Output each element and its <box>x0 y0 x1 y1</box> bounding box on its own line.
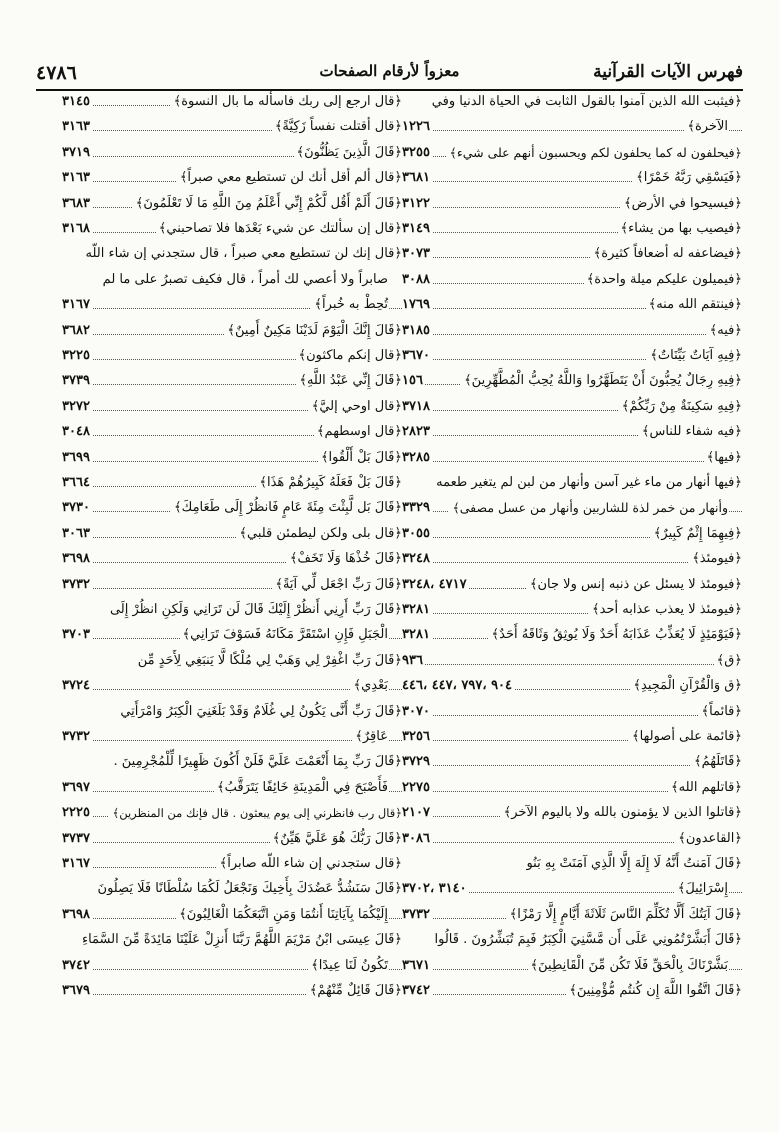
entry-line <box>402 272 742 288</box>
page-number: ٤٧٨٦ <box>36 62 77 84</box>
page-reference: ٣٢٥٥ <box>402 144 430 160</box>
page-reference: ٣١٨٥ <box>402 322 430 338</box>
verse-text: ﴿قال اوسطهم﴾ <box>314 424 402 440</box>
page-reference: ١٢٢٦ <box>402 119 430 135</box>
page-reference: ٣١٦٨ <box>62 221 90 236</box>
verse-text: ﴿قَالَ رَبُّكَ هُوَ عَلَيَّ هَيِّنٌ﴾ <box>270 831 402 847</box>
entry-line <box>402 119 742 135</box>
index-entry <box>62 856 402 881</box>
page-reference: ٣٠٨٦ <box>402 830 430 846</box>
verse-text: ﴿فيومئذ لا يعذب عذابه أحد﴾ <box>589 602 742 618</box>
page-reference: ٣٧٤٢ <box>402 983 430 998</box>
page-reference: ٣٧٣٢ <box>402 906 430 922</box>
verse-text: ﴿القاعدون﴾ <box>675 831 742 847</box>
index-entry <box>62 983 402 1008</box>
entry-line <box>402 907 742 923</box>
page-reference: ٣١٦٧ <box>62 297 90 313</box>
page-reference: ٣٠٧٣ <box>402 246 430 262</box>
verse-text: فَأَصْبَحَ فِي الْمَدِينَةِ خَائِفًا يَتَرَقَّبُ﴾ <box>214 780 388 796</box>
page-reference: ٣٠٨٨ <box>402 271 430 287</box>
entry-line <box>402 221 742 237</box>
index-entry <box>402 704 742 729</box>
verse-text: ﴿قَالَ بَل لَّبِثْتَ مِئَةَ عَامٍ فَانظُرْ إِلَى طَعَامِكَ﴾ <box>171 500 402 516</box>
verse-text: ﴿فيومئذ﴾ <box>689 551 742 567</box>
page-reference: ٣١٦٣ <box>62 170 90 186</box>
verse-text: ﴿قائمة على أصولها﴾ <box>629 729 742 745</box>
verse-text: ﴿فيحلفون له كما يحلفون لكم ويحسبون أنهم على شيء﴾ <box>447 145 743 161</box>
verse-text: ﴿قال بلى ولكن ليطمئن قلبي﴾ <box>236 526 402 542</box>
page-reference: ٣٠٥٥ <box>402 525 430 541</box>
index-entry <box>62 577 402 602</box>
page-reference: ٣١٦٣ <box>62 119 90 135</box>
page-reference: ٣٦٩٨ <box>62 906 90 922</box>
entry-line <box>402 297 742 313</box>
index-entry <box>402 627 742 652</box>
verse-text: ﴿قَالَ عِيسَى ابْنُ مَرْيَمَ اللَّهُمَّ رَبَّنَا أَنزِلْ عَلَيْنَا مَائِدَةً مِّنَ السَّمَاءِ <box>79 932 402 948</box>
entry-line <box>402 500 742 516</box>
index-entry <box>62 373 402 398</box>
verse-text: تَكُونُ لَنَا عِيدًا﴾ <box>308 958 388 974</box>
header-rule <box>36 89 743 91</box>
dot-leader <box>402 461 742 462</box>
entry-line <box>62 932 402 948</box>
page-reference: ٣٧٣٧ <box>62 830 90 846</box>
entry-line <box>402 958 742 974</box>
index-entry <box>62 704 402 755</box>
page-reference: ٣٦٩٨ <box>62 551 90 567</box>
index-entry <box>402 246 742 271</box>
entry-line <box>402 424 742 440</box>
entry-line <box>402 856 742 872</box>
page-reference: ١٧٦٩ <box>402 297 430 313</box>
entry-line <box>402 653 742 669</box>
verse-text: الآخرة﴾ <box>684 119 728 135</box>
verse-text: ﴿فَيَسْقِي رَبَّهُ خَمْرًا﴾ <box>633 170 742 186</box>
verse-text: ﴿فيه﴾ <box>707 323 742 339</box>
verse-text: ﴿فيصيب بها من يشاء﴾ <box>618 221 742 237</box>
dot-leader <box>62 740 402 741</box>
index-entry <box>402 94 742 145</box>
verse-text: ﴿ق﴾ <box>714 653 742 669</box>
verse-text: ﴿فينتقم الله منه﴾ <box>646 297 742 313</box>
page-reference: ٤٧١٧ ،٣٢٤٨ <box>402 576 467 592</box>
index-entry <box>402 678 742 703</box>
page-reference: ٣٦٨٣ <box>62 195 90 211</box>
entry-line <box>402 577 742 593</box>
entry-line <box>62 94 402 110</box>
verse-text: الْجَبَلِ فَإِنِ اسْتَقَرَّ مَكَانَهُ فَسَوْفَ تَرَانِي﴾ <box>180 627 388 643</box>
index-entry <box>62 170 402 195</box>
verse-text: ﴿قَالَ خُذْهَا وَلَا تَخَفْ﴾ <box>287 551 402 567</box>
verse-text: تُحِطْ به خُبراً﴾ <box>311 297 388 313</box>
index-entry <box>402 348 742 373</box>
page-reference: ٣٢٧٢ <box>62 398 90 414</box>
page-reference: ٢٢٧٥ <box>402 779 430 795</box>
entry-line <box>402 754 742 770</box>
entry-line <box>62 246 402 262</box>
verse-text: صابراً ولا أعصي لك أمراً ، قال فكيف تصبرُ على ما لم <box>100 272 388 288</box>
index-entry <box>402 170 742 195</box>
index-entry <box>62 119 402 144</box>
page-reference: ٣٦٨١ <box>402 170 430 186</box>
index-entry <box>402 424 742 449</box>
entry-line <box>402 196 742 212</box>
verse-text: ﴿فِيهِ سَكِينَةٌ مِنْ رَبِّكُمْ﴾ <box>619 399 742 415</box>
index-entry <box>62 450 402 475</box>
index-entry <box>62 881 402 932</box>
entry-line <box>62 856 402 872</box>
page-reference: ٣١٤٠ ،٣٧٠٢ <box>402 881 467 897</box>
index-entry <box>402 323 742 348</box>
verse-text: ﴿قَالَ بَلْ أَلْقُوا﴾ <box>318 450 402 466</box>
index-entry <box>402 907 742 932</box>
page-reference: ٢٨٢٣ <box>402 424 430 440</box>
entry-line <box>402 246 742 262</box>
entry-line <box>402 704 742 720</box>
page-reference: ٢١٠٧ <box>402 805 430 821</box>
verse-text: ﴿قَالَ قَائِلٌ مِّنْهُمْ﴾ <box>307 983 402 999</box>
entry-line <box>62 805 402 821</box>
entry-line <box>62 475 402 491</box>
index-entry <box>62 475 402 500</box>
verse-text: ﴿قال ستجدني إن شاء اللّه صابراً﴾ <box>217 856 402 872</box>
verse-text: ﴿قَالَ رَبِّ بِمَا أَنْعَمْتَ عَلَيَّ فَلَنْ أَكُونَ ظَهِيرًا لِّلْمُجْرِمِينَ . <box>110 754 402 770</box>
entry-line <box>402 805 742 821</box>
index-entry <box>62 424 402 449</box>
entry-line <box>62 983 402 999</box>
entry-line <box>402 170 742 186</box>
verse-text: ﴿قَالَ اتَّقُوا اللَّهَ إِن كُنتُم مُّؤْمِنِينَ﴾ <box>566 983 742 999</box>
entry-line <box>62 907 402 923</box>
verse-text: ﴿قال إن سألتك عن شيء بَعْدَها فلا تصاحبني﴾ <box>156 221 402 237</box>
page-reference: ٣٦٨٢ <box>62 322 90 338</box>
entry-line <box>62 424 402 440</box>
index-title: فهرس الآيات القرآنية <box>593 62 743 82</box>
index-entry <box>402 602 742 627</box>
page-reference: ٣٧٢٤ <box>62 678 90 694</box>
entry-line <box>402 678 742 694</box>
index-entry <box>62 551 402 576</box>
page-reference: ٣٢٤٨ <box>402 551 430 567</box>
verse-text: ﴿فيضاعفه له أضعافاً كثيرة﴾ <box>591 246 742 262</box>
entry-line <box>62 729 402 745</box>
verse-text: ﴿قَالَ رَبِّ اغْفِرْ لِي وَهَبْ لِي مُلْكًا لَّا يَنبَغِي لِأَحَدٍ مِّن <box>135 653 402 669</box>
index-entry <box>402 831 742 856</box>
index-entry <box>402 297 742 322</box>
verse-text: ﴿فِيهِ رِجَالٌ يُحِبُّونَ أَنْ يَتَطَهَّرُوا وَاللَّهُ يُحِبُّ الْمُطَّهِّرِينَ﴾ <box>461 373 742 389</box>
index-entry <box>402 754 742 779</box>
index-entry <box>62 805 402 830</box>
entry-line <box>62 170 402 186</box>
verse-text: ﴿فيسيحوا في الأرض﴾ <box>621 196 742 212</box>
verse-text: إِلَيْكُمَا بِآيَاتِنَا أَنتُمَا وَمَنِ اتَّبَعَكُمَا الْغَالِبُونَ﴾ <box>176 907 388 923</box>
page-reference: ٣٧١٩ <box>62 144 90 160</box>
verse-text: ﴿قَالَ رَبِّ أَنَّى يَكُونُ لِي غُلَامٌ وَقَدْ بَلَغَنِيَ الْكِبَرُ وَامْرَأَتِي <box>117 704 402 720</box>
entry-line <box>62 500 402 516</box>
entry-line <box>402 551 742 567</box>
entry-line <box>62 323 402 339</box>
verse-text: ﴿قَالَ أَلَمْ أَقُل لَّكُمْ إِنِّي أَعْلَمُ مِنَ اللَّهِ مَا لَا تَعْلَمُونَ﴾ <box>133 196 402 212</box>
entry-line <box>62 399 402 415</box>
verse-text: ﴿فيها﴾ <box>704 450 742 466</box>
entry-line <box>62 577 402 593</box>
entry-line <box>402 881 742 897</box>
entry-line <box>402 602 742 618</box>
index-entry <box>62 932 402 983</box>
verse-text: ﴿قَالَ بَلْ فَعَلَهُ كَبِيرُهُمْ هَذَا﴾ <box>256 475 402 491</box>
entry-line <box>62 373 402 389</box>
page-reference: ٣٦٧٠ <box>402 348 430 363</box>
entry-line <box>402 94 742 110</box>
entry-line <box>62 297 402 313</box>
verse-text: ﴿فِيهِمَا إِثْمٌ كَبِيرٌ﴾ <box>651 526 742 542</box>
verse-text: ﴿قَاتَلَهُمُ﴾ <box>691 754 742 770</box>
page-reference: ٣٦٩٩ <box>62 449 90 465</box>
page-reference: ٣٢٥٦ <box>402 729 430 744</box>
verse-text: ﴿قَالَ رَبِّ أَرِنِي أَنظُرْ إِلَيْكَ قَالَ لَن تَرَانِي وَلَكِنِ انظُرْ إِلَى <box>107 602 402 618</box>
index-entry <box>62 399 402 424</box>
verse-text: ﴿فيومئذ لا يسئل عن ذنبه إنس ولا جان﴾ <box>527 577 742 593</box>
verse-text: بَشَّرْنَاكَ بِالْحَقِّ فَلَا تَكُن مِّنَ الْقَانِطِينَ﴾ <box>528 958 728 974</box>
verse-text: ﴿قال أقتلت نفساً زَكِيَّةً﴾ <box>272 119 402 135</box>
entry-line <box>62 119 402 135</box>
index-entry <box>62 831 402 856</box>
entry-line <box>62 958 402 974</box>
verse-text: ﴿قَالَ الَّذِينَ يَظُنُّونَ﴾ <box>294 145 403 161</box>
entry-line <box>402 373 742 389</box>
dot-leader <box>402 664 742 665</box>
verse-text: ﴿قَالَ سَنَشُدُّ عَضُدَكَ بِأَخِيكَ وَنَجْعَلُ لَكُمَا سُلْطَانًا فَلَا يَصِلُونَ <box>95 881 402 897</box>
verse-text: ﴿قال رب فانظرني إلى يوم يبعثون . قال فإنك من المنظرين﴾ <box>109 805 402 821</box>
index-entry <box>62 526 402 551</box>
verse-text: ﴿فيميلون عليكم ميلة واحدة﴾ <box>584 272 742 288</box>
page-reference: ٣٠٤٨ <box>62 424 90 440</box>
entry-line <box>62 272 402 288</box>
page-reference: ٣١٦٧ <box>62 856 90 871</box>
entry-line <box>62 602 402 618</box>
entry-line <box>62 780 402 796</box>
index-entry <box>402 551 742 576</box>
verse-text: ﴿قائماً﴾ <box>698 704 742 720</box>
index-entry <box>402 373 742 398</box>
entry-line <box>402 780 742 796</box>
verse-text: ﴿قَالَ إِنِّي عَبْدُ اللَّهِ﴾ <box>296 373 402 389</box>
page-reference: ٣١٤٩ <box>402 221 430 236</box>
page-reference: ٩٣٦ <box>402 652 423 668</box>
index-entry <box>402 399 742 424</box>
entry-line <box>62 221 402 237</box>
page-reference: ٣٧٣٢ <box>62 576 90 592</box>
entry-line <box>62 754 402 770</box>
index-entry <box>62 323 402 348</box>
page-reference: ٣٦٦٤ <box>62 475 90 490</box>
entry-line <box>62 881 402 897</box>
entry-line <box>62 653 402 669</box>
index-entry <box>402 856 742 907</box>
page-reference: ٣٧٠٣ <box>62 627 90 643</box>
page-reference: ١٥٦ <box>402 373 423 389</box>
page-reference: ٣٧١٨ <box>402 398 430 414</box>
index-entry <box>62 196 402 221</box>
verse-text: ﴿قاتلوا الذين لا يؤمنون بالله ولا باليوم الآخر﴾ <box>501 805 742 821</box>
entry-line <box>62 678 402 694</box>
index-entry <box>402 932 742 983</box>
verse-text: ﴿قاتلهم الله﴾ <box>668 780 742 796</box>
verse-text: عَاقِرٌ﴾ <box>352 729 388 745</box>
entry-line <box>62 551 402 567</box>
index-entry <box>402 729 742 754</box>
index-entry <box>402 272 742 297</box>
page-reference: ٣٢٨١ <box>402 602 430 617</box>
verse-text: ﴿ق وَالْقُرْآنِ الْمَجِيدِ﴾ <box>630 678 742 694</box>
index-entry <box>62 653 402 704</box>
verse-text: ﴿قَالَ رَبِّ اجْعَل لِّي آيَةً﴾ <box>272 577 402 593</box>
index-subtitle: معزواً لأرقام الصفحات <box>319 62 460 80</box>
index-entry <box>402 653 742 678</box>
verse-text: ﴿قال اوحي إليَّ﴾ <box>309 399 402 415</box>
page-reference: ٣٦٩٧ <box>62 779 90 795</box>
entry-line <box>402 399 742 415</box>
page-reference: ٣٧٤٢ <box>62 957 90 973</box>
page-reference: ٣٦٧١ <box>402 957 430 973</box>
entry-line <box>62 196 402 212</box>
dot-leader <box>402 334 742 335</box>
index-entry <box>402 145 742 170</box>
entry-line <box>62 627 402 643</box>
index-entry <box>402 221 742 246</box>
index-entry <box>402 577 742 602</box>
page-reference: ٣٢٨٥ <box>402 449 430 465</box>
index-entry <box>402 450 742 475</box>
entry-line <box>402 323 742 339</box>
verse-text: إِسْرَائِيلَ﴾ <box>675 881 728 897</box>
page-reference: ٣١٢٢ <box>402 195 430 211</box>
verse-text: ﴿فيثبت الله الذين آمنوا بالقول الثابت في الحياة الدنيا وفي <box>429 94 742 110</box>
verse-text: ﴿فيها أنهار من ماء غير آسن وأنهار من لبن لم يتغير طعمه <box>433 475 742 491</box>
entry-line <box>62 348 402 364</box>
entry-line <box>402 475 742 491</box>
index-entry <box>402 780 742 805</box>
entry-line <box>402 983 742 999</box>
verse-text: ﴿قَالَ إِنَّكَ الْيَوْمَ لَدَيْنَا مَكِينٌ أَمِينٌ﴾ <box>224 323 402 339</box>
dot-leader <box>402 715 742 716</box>
entry-line <box>402 932 742 948</box>
verse-text: ﴿قَالَ آمَنتُ أَنَّهُ لَا إِلَهَ إِلَّا الَّذِي آمَنَتْ بِهِ بَنُو <box>523 856 742 872</box>
index-entry <box>62 221 402 246</box>
entry-line <box>62 450 402 466</box>
verse-text: بَعْدِي﴾ <box>350 678 388 694</box>
entry-line <box>402 526 742 542</box>
entry-line <box>402 348 742 364</box>
index-entry <box>62 246 402 322</box>
page-reference: ٣٢٢٥ <box>62 348 90 363</box>
index-entry <box>402 805 742 830</box>
verse-text: ﴿قال ألم أقل أنك لن تستطيع معي صبراً﴾ <box>177 170 402 186</box>
verse-text: ﴿قال إنك لن تستطيع معي صبراً ، قال ستجدني إن شاء اللّه <box>83 246 402 262</box>
entry-line <box>402 450 742 466</box>
verse-text: ﴿قال ارجع إلى ربك فاسأله ما بال النسوة﴾ <box>171 94 402 110</box>
entry-line <box>62 526 402 542</box>
entry-line <box>402 627 742 643</box>
entry-line <box>402 145 742 161</box>
index-entry <box>62 602 402 653</box>
verse-text: ﴿قَالَ آيَتُكَ أَلَّا تُكَلِّمَ النَّاسَ ثَلَاثَةَ أَيَّامٍ إِلَّا رَمْزًا﴾ <box>507 907 742 923</box>
index-entry <box>402 983 742 1008</box>
index-entry <box>62 145 402 170</box>
index-entry <box>62 754 402 805</box>
page-reference: ٣٠٧٠ <box>402 703 430 719</box>
page-reference: ٣٧٢٩ <box>402 754 430 770</box>
entry-line <box>62 704 402 720</box>
page-reference: ٣٧٣٢ <box>62 728 90 744</box>
verse-text: ﴿فيه شفاء للناس﴾ <box>639 424 742 440</box>
verse-text: ﴿فِيهِ آيَاتٌ بَيِّنَاتٌ﴾ <box>647 348 742 364</box>
index-entry <box>62 348 402 373</box>
index-entry <box>402 526 742 551</box>
entry-line <box>62 831 402 847</box>
index-entry <box>402 196 742 221</box>
entry-line <box>402 831 742 847</box>
index-entry <box>402 475 742 526</box>
entry-line <box>402 729 742 745</box>
index-entry <box>62 94 402 119</box>
page-reference: ٣١٤٥ <box>62 94 90 109</box>
verse-text: ﴿قال إنكم ماكثون﴾ <box>296 348 402 364</box>
entry-line <box>62 145 402 161</box>
verse-text: وأنهار من خمر لذة للشاربين وأنهار من عسل مصفى﴾ <box>449 500 728 516</box>
page-reference: ٩٠٤ ،٧٩٧ ،٤٤٧ ،٤٤٦ <box>402 678 513 694</box>
page-reference: ٣٠٦٣ <box>62 525 90 541</box>
page-reference: ٣٧٣٩ <box>62 373 90 389</box>
page-reference: ٣٧٣٠ <box>62 500 90 516</box>
verse-text: ﴿فَيَوْمَئِذٍ لَا يُعَذِّبُ عَذَابَهُ أَحَدٌ وَلَا يُوثِقُ وَثَاقَهُ أَحَدٌ﴾ <box>489 627 742 643</box>
page-header <box>36 62 743 88</box>
page-reference: ٣٢٨١ <box>402 627 430 643</box>
page-reference: ٣٦٧٩ <box>62 983 90 998</box>
page-reference: ٣٣٢٩ <box>402 500 430 516</box>
index-entry <box>62 500 402 525</box>
verse-text: ﴿قَالَ أَبَشَّرْتُمُونِي عَلَى أَن مَّسَّنِيَ الْكِبَرُ فَبِمَ تُبَشِّرُونَ . قَالُوا <box>432 932 742 948</box>
page-reference: ٢٢٢٥ <box>62 805 90 821</box>
